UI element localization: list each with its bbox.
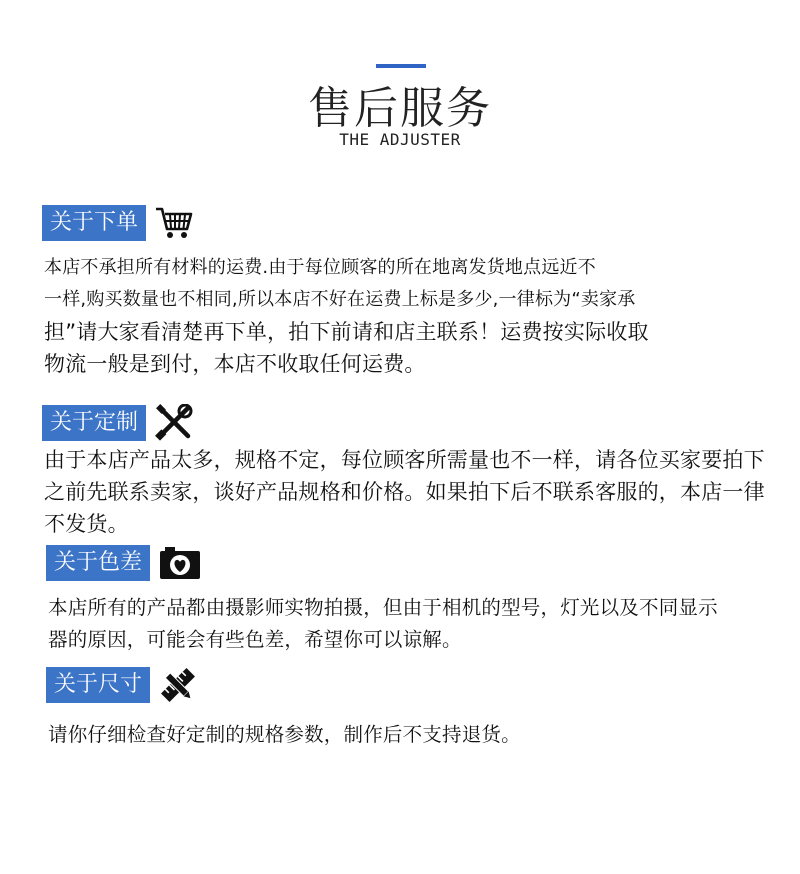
tools-icon: [154, 404, 194, 442]
text-line: 物流一般是到付，本店不收取任何运费。: [44, 352, 426, 376]
shopping-cart-icon: [154, 205, 194, 241]
section-custom-header: [42, 404, 194, 442]
pencil-ruler-icon: [158, 666, 198, 704]
section-size-tag: 关于尺寸: [46, 667, 150, 703]
text-line: 器的原因，可能会有些色差，希望你可以谅解。: [48, 628, 462, 651]
section-custom-tag: 关于定制: [42, 405, 146, 441]
camera-icon: [158, 545, 202, 581]
section-size-text: [48, 719, 521, 751]
section-ordering-header: [42, 205, 194, 241]
text-line: 由于本店产品太多，规格不定，每位顾客所需量也不一样，请各位买家要拍下: [44, 448, 765, 472]
text-line: 本店所有的产品都由摄影师实物拍摄，但由于相机的型号，灯光以及不同显示: [48, 596, 718, 619]
section-ordering-tag: 关于下单: [42, 205, 146, 241]
title-accent-bar: [376, 64, 426, 68]
section-color-tag: 关于色差: [46, 545, 150, 581]
text-line: 一样,购买数量也不相同,所以本店不好在运费上标是多少,一律标为“卖家承: [44, 289, 636, 310]
section-color-header: [46, 545, 202, 581]
text-line: 不发货。: [44, 512, 129, 536]
text-line: 请你仔细检查好定制的规格参数，制作后不支持退货。: [48, 723, 521, 746]
page-subtitle: THE ADJUSTER: [339, 130, 461, 149]
section-size-header: [46, 666, 198, 704]
section-custom-text: [44, 444, 765, 540]
section-color-text: [48, 592, 718, 656]
text-line: 本店不承担所有材料的运费.由于每位顾客的所在地离发货地点远近不: [44, 257, 596, 278]
text-line: 担”请大家看清楚再下单，拍下前请和店主联系！运费按实际收取: [44, 320, 649, 344]
page-title: 售后服务: [308, 83, 492, 134]
section-ordering-text: [44, 252, 649, 380]
text-line: 之前先联系卖家，谈好产品规格和价格。如果拍下后不联系客服的，本店一律: [44, 480, 765, 504]
